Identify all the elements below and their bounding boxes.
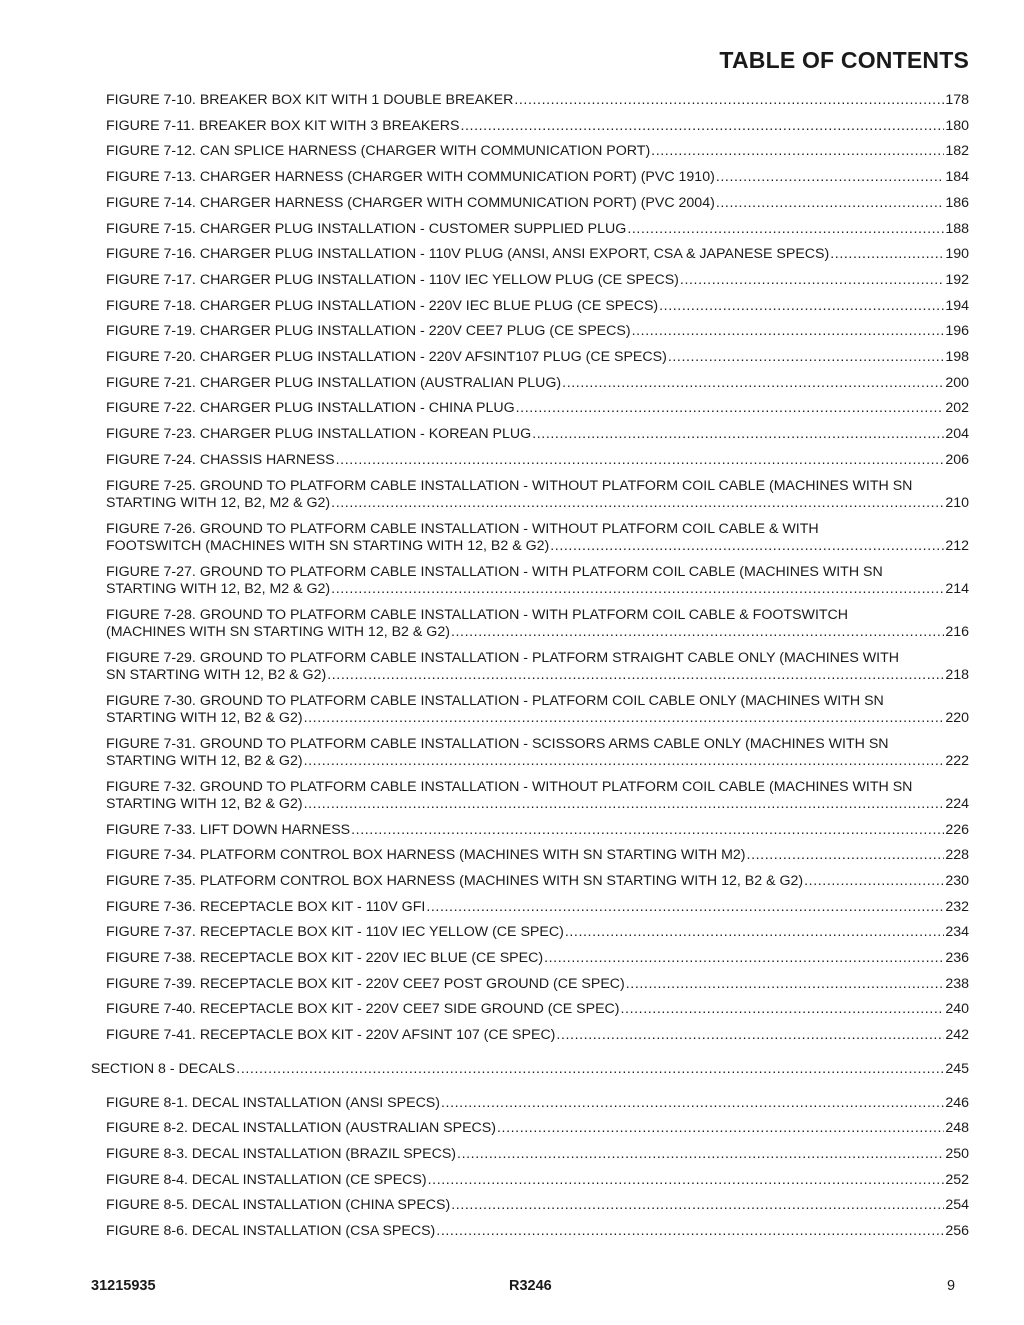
toc-entry-page: 230 [945, 872, 969, 889]
toc-figure-entry[interactable] [106, 400, 969, 417]
toc-entry-page: 246 [945, 1094, 969, 1111]
toc-entry-row [106, 624, 969, 641]
toc-entry-row [106, 323, 969, 340]
toc-entry-row [106, 92, 969, 109]
toc-entry-title: FIGURE 7-23. CHARGER PLUG INSTALLATION - KOREAN PLUG [106, 426, 532, 443]
toc-entry-title: STARTING WITH 12, B2 & G2) [106, 709, 303, 726]
toc-entry-title: FIGURE 7-16. CHARGER PLUG INSTALLATION - 110V PLUG (ANSI, ANSI EXPORT, CSA & JAPANESE SPECS) [106, 246, 830, 263]
toc-figure-entry[interactable] [106, 1223, 969, 1240]
dot-leader [716, 195, 945, 212]
toc-entry-page: 198 [945, 349, 969, 365]
dot-leader [331, 581, 944, 598]
toc-figure-entry[interactable] [106, 873, 969, 890]
dot-leader [562, 375, 944, 392]
toc-entry-row [106, 400, 969, 417]
dot-leader [457, 1146, 944, 1163]
toc-entry-page: 188 [945, 220, 969, 237]
toc-entry-page: 180 [945, 117, 969, 134]
toc-entry-page: 218 [945, 666, 969, 683]
footer-revision: R3246 [509, 1278, 552, 1294]
dot-leader [659, 298, 944, 315]
toc-figure-entry[interactable] [106, 1027, 969, 1044]
toc-entry-title: FIGURE 7-20. CHARGER PLUG INSTALLATION - 220V AFSINT107 PLUG (CE SPECS) [106, 349, 667, 365]
toc-entry-row [91, 1061, 969, 1078]
page-title: TABLE OF CONTENTS [719, 47, 969, 73]
dot-leader [304, 710, 945, 727]
toc-entry-row [106, 375, 969, 392]
toc-entry-page: 216 [945, 623, 969, 640]
toc-entry-row [106, 950, 969, 967]
dot-leader [336, 452, 945, 469]
toc-entry-page: 212 [945, 537, 969, 554]
toc-entry-row [106, 1001, 969, 1018]
dot-leader [532, 426, 944, 443]
toc-entry-row [106, 924, 969, 941]
toc-entry-title: FIGURE 8-3. DECAL INSTALLATION (BRAZIL SPECS) [106, 1145, 457, 1162]
dot-leader [621, 1001, 945, 1018]
toc-entry-title: FIGURE 7-18. CHARGER PLUG INSTALLATION - 220V IEC BLUE PLUG (CE SPECS) [106, 297, 659, 314]
toc-figure-entry[interactable] [106, 1120, 969, 1137]
dot-leader [331, 495, 944, 512]
toc-figure-entry[interactable] [106, 693, 969, 727]
toc-entry-row [106, 426, 969, 443]
toc-entry-row [106, 976, 969, 993]
toc-entry-page: 192 [945, 271, 969, 288]
toc-entry-row [106, 847, 969, 864]
toc-figure-entry[interactable] [106, 899, 969, 916]
dot-leader [668, 349, 945, 366]
dot-leader [747, 847, 945, 864]
toc-figure-entry[interactable] [106, 847, 969, 864]
toc-section-entry[interactable] [91, 1061, 969, 1078]
dot-leader [441, 1095, 944, 1112]
toc-entry-title: FIGURE 7-21. CHARGER PLUG INSTALLATION (AUSTRALIAN PLUG) [106, 374, 562, 391]
toc-entry-row [106, 452, 969, 469]
toc-entry-page: 194 [945, 297, 969, 314]
toc-figure-entry[interactable] [106, 349, 969, 366]
dot-leader [327, 667, 944, 684]
toc-entry-page: 250 [945, 1145, 969, 1162]
toc-entry-row [106, 710, 969, 727]
toc-entry-title: FIGURE 7-22. CHARGER PLUG INSTALLATION - CHINA PLUG [106, 400, 515, 417]
toc-entry-title: FIGURE 7-15. CHARGER PLUG INSTALLATION - CUSTOMER SUPPLIED PLUG [106, 220, 627, 237]
dot-leader [436, 1223, 944, 1240]
toc-entry-title: FIGURE 7-19. CHARGER PLUG INSTALLATION - 220V CEE7 PLUG (CE SPECS) [106, 323, 631, 340]
dot-leader [451, 624, 944, 641]
dot-leader [460, 118, 944, 135]
toc-entry-row [106, 753, 969, 770]
toc-entry-row [106, 272, 969, 289]
dot-leader [556, 1027, 944, 1044]
toc-entry-title: FIGURE 7-13. CHARGER HARNESS (CHARGER WITH COMMUNICATION PORT) (PVC 1910) [106, 169, 715, 186]
toc-figure-entry[interactable] [106, 1001, 969, 1018]
toc-entry-title-line: FIGURE 7-30. GROUND TO PLATFORM CABLE INSTALLATION - PLATFORM COIL CABLE ONLY (MACHINES WITH SN [106, 692, 884, 709]
toc-figure-entry[interactable] [106, 118, 969, 135]
toc-entry-page: 242 [945, 1027, 969, 1044]
toc-figure-entry[interactable] [106, 143, 969, 160]
toc-entry-page: 228 [945, 847, 969, 864]
toc-figure-entry[interactable] [106, 779, 969, 813]
toc-entry-title: STARTING WITH 12, B2 & G2) [106, 752, 303, 769]
toc-entry-row [106, 195, 969, 212]
toc-entry-title: SECTION 8 - DECALS [91, 1060, 236, 1077]
toc-figure-entry[interactable] [106, 822, 969, 839]
toc-entry-page: 206 [945, 451, 969, 468]
toc-entry-title-line: FIGURE 7-26. GROUND TO PLATFORM CABLE INSTALLATION - WITHOUT PLATFORM COIL CABLE & WITH [106, 520, 819, 537]
toc-figure-entry[interactable] [106, 452, 969, 469]
dot-leader [428, 1172, 945, 1189]
toc-figure-entry[interactable] [106, 1146, 969, 1163]
toc-entry-title-line: FIGURE 7-27. GROUND TO PLATFORM CABLE INSTALLATION - WITH PLATFORM COIL CABLE (MACHINES WITH SN [106, 563, 883, 580]
toc-entry-title-line: FIGURE 7-25. GROUND TO PLATFORM CABLE INSTALLATION - WITHOUT PLATFORM COIL CABLE (MACHINES WITH SN [106, 477, 913, 494]
toc-figure-entry[interactable] [106, 272, 969, 289]
toc-entry-row [106, 495, 969, 512]
toc-figure-entry[interactable] [106, 221, 969, 238]
dot-leader [351, 822, 944, 839]
toc-entry-page: 196 [945, 323, 969, 340]
toc-entry-row [106, 298, 969, 315]
toc-figure-entry[interactable] [106, 478, 969, 512]
dot-leader [236, 1061, 944, 1078]
toc-figure-entry[interactable] [106, 607, 969, 641]
toc-entry-row [106, 1197, 969, 1214]
toc-figure-entry[interactable] [106, 950, 969, 967]
toc-entry-title: STARTING WITH 12, B2, M2 & G2) [106, 494, 331, 511]
toc-figure-entry[interactable] [106, 1095, 969, 1112]
toc-entry-page: 190 [945, 246, 969, 263]
toc-figure-entry[interactable] [106, 375, 969, 392]
toc-figure-entry[interactable] [106, 169, 969, 186]
toc-figure-entry[interactable] [106, 323, 969, 340]
dot-leader [830, 246, 944, 263]
toc-entry-page: 210 [945, 494, 969, 511]
toc-entry-title: FIGURE 7-39. RECEPTACLE BOX KIT - 220V CEE7 POST GROUND (CE SPEC) [106, 975, 625, 992]
toc-entry-page: 256 [945, 1223, 969, 1239]
toc-entry-title: FIGURE 7-37. RECEPTACLE BOX KIT - 110V IEC YELLOW (CE SPEC) [106, 924, 564, 941]
toc-entry-page: 214 [945, 580, 969, 597]
toc-entry-title: FIGURE 7-14. CHARGER HARNESS (CHARGER WITH COMMUNICATION PORT) (PVC 2004) [106, 194, 715, 211]
toc-entry-title: FOOTSWITCH (MACHINES WITH SN STARTING WITH 12, B2 & G2) [106, 537, 550, 554]
toc-entry-page: 248 [945, 1120, 969, 1137]
toc-entry-page: 220 [945, 709, 969, 726]
toc-entry-row [106, 349, 969, 366]
toc-figure-entry[interactable] [106, 92, 969, 109]
toc-figure-entry[interactable] [106, 976, 969, 993]
toc-entry-title: FIGURE 7-40. RECEPTACLE BOX KIT - 220V CEE7 SIDE GROUND (CE SPEC) [106, 1001, 620, 1018]
toc-entry-title: FIGURE 7-24. CHASSIS HARNESS [106, 451, 335, 468]
toc-entry-page: 252 [945, 1171, 969, 1188]
toc-figure-entry[interactable] [106, 426, 969, 443]
toc-figure-entry[interactable] [106, 298, 969, 315]
toc-entry-title: FIGURE 7-41. RECEPTACLE BOX KIT - 220V AFSINT 107 (CE SPEC) [106, 1027, 556, 1044]
dot-leader [627, 221, 944, 238]
toc-entry-title: STARTING WITH 12, B2, M2 & G2) [106, 580, 331, 597]
toc-entry-title-line: FIGURE 7-29. GROUND TO PLATFORM CABLE INSTALLATION - PLATFORM STRAIGHT CABLE ONLY (MACHINES WITH [106, 649, 900, 666]
dot-leader [514, 92, 944, 109]
toc-entry-row [106, 1146, 969, 1163]
dot-leader [516, 400, 945, 417]
dot-leader [550, 538, 944, 555]
toc-entry-title: STARTING WITH 12, B2 & G2) [106, 795, 303, 812]
toc-entry-row [106, 1172, 969, 1189]
toc-figure-entry[interactable] [106, 1197, 969, 1214]
toc-entry-row [106, 246, 969, 263]
toc-entry-page: 238 [945, 975, 969, 992]
toc-entry-title: FIGURE 8-6. DECAL INSTALLATION (CSA SPECS) [106, 1223, 436, 1239]
toc-entry-title: FIGURE 7-17. CHARGER PLUG INSTALLATION - 110V IEC YELLOW PLUG (CE SPECS) [106, 271, 679, 288]
dot-leader [680, 272, 944, 289]
toc-entry-page: 222 [945, 752, 969, 769]
toc-entry-row [106, 1120, 969, 1137]
toc-entry-title: FIGURE 7-10. BREAKER BOX KIT WITH 1 DOUBLE BREAKER [106, 92, 514, 108]
dot-leader [804, 873, 944, 890]
dot-leader [716, 169, 945, 186]
toc-entry-title: FIGURE 7-12. CAN SPLICE HARNESS (CHARGER WITH COMMUNICATION PORT) [106, 143, 651, 160]
toc-entry-title: FIGURE 8-4. DECAL INSTALLATION (CE SPECS) [106, 1171, 427, 1188]
dot-leader [451, 1197, 944, 1214]
dot-leader [304, 753, 945, 770]
dot-leader [565, 924, 945, 941]
dot-leader [544, 950, 944, 967]
toc-entry-page: 226 [945, 821, 969, 838]
dot-leader [651, 143, 944, 160]
toc-entry-title: FIGURE 7-11. BREAKER BOX KIT WITH 3 BREAKERS [106, 117, 460, 134]
toc-entry-row [106, 1027, 969, 1044]
dot-leader [497, 1120, 944, 1137]
toc-figure-entry[interactable] [106, 564, 969, 598]
toc-entry-page: 200 [945, 374, 969, 391]
toc-entry-row [106, 873, 969, 890]
toc-entry-title: FIGURE 7-34. PLATFORM CONTROL BOX HARNESS (MACHINES WITH SN STARTING WITH M2) [106, 847, 746, 864]
toc-entry-title: FIGURE 8-1. DECAL INSTALLATION (ANSI SPECS) [106, 1094, 440, 1111]
toc-entry-title: FIGURE 7-36. RECEPTACLE BOX KIT - 110V GFI [106, 898, 426, 915]
toc-figure-entry[interactable] [106, 1172, 969, 1189]
toc-entry-page: 202 [945, 400, 969, 417]
toc-figure-entry[interactable] [106, 924, 969, 941]
toc-entry-row [106, 667, 969, 684]
toc-entry-row [106, 118, 969, 135]
toc-entry-row [106, 1223, 969, 1240]
toc-entry-title: SN STARTING WITH 12, B2 & G2) [106, 666, 327, 683]
dot-leader [426, 899, 944, 916]
toc-entry-row [106, 169, 969, 186]
toc-entry-title: (MACHINES WITH SN STARTING WITH 12, B2 & G2) [106, 623, 450, 640]
toc-entry-title: FIGURE 8-5. DECAL INSTALLATION (CHINA SPECS) [106, 1197, 451, 1214]
dot-leader [632, 323, 945, 340]
toc-entry-title: FIGURE 7-33. LIFT DOWN HARNESS [106, 821, 351, 838]
toc-entry-row [106, 538, 969, 555]
toc-figure-entry[interactable] [106, 736, 969, 770]
toc-entry-page: 186 [945, 194, 969, 211]
toc-entry-row [106, 796, 969, 813]
toc-entry-page: 234 [945, 924, 969, 941]
toc-entry-title: FIGURE 7-38. RECEPTACLE BOX KIT - 220V IEC BLUE (CE SPEC) [106, 950, 544, 966]
toc-figure-entry[interactable] [106, 521, 969, 555]
toc-figure-entry[interactable] [106, 246, 969, 263]
toc-entry-page: 182 [945, 143, 969, 160]
toc-entry-title-line: FIGURE 7-31. GROUND TO PLATFORM CABLE INSTALLATION - SCISSORS ARMS CABLE ONLY (MACHINES WITH SN [106, 735, 889, 752]
toc-entry-row [106, 1095, 969, 1112]
toc-entry-title-line: FIGURE 7-32. GROUND TO PLATFORM CABLE INSTALLATION - WITHOUT PLATFORM COIL CABLE (MACHINES WITH SN [106, 778, 913, 795]
toc-entry-row [106, 143, 969, 160]
toc-entry-row [106, 581, 969, 598]
dot-leader [626, 976, 945, 993]
footer-doc-number: 31215935 [91, 1278, 156, 1294]
toc-figure-entry[interactable] [106, 195, 969, 212]
toc-entry-title: FIGURE 7-35. PLATFORM CONTROL BOX HARNESS (MACHINES WITH SN STARTING WITH 12, B2 & G2) [106, 872, 804, 889]
toc-entry-title-line: FIGURE 7-28. GROUND TO PLATFORM CABLE INSTALLATION - WITH PLATFORM COIL CABLE & FOOTSWITCH [106, 606, 849, 623]
toc-entry-row [106, 899, 969, 916]
toc-entry-page: 240 [945, 1001, 969, 1018]
toc-entry-row [106, 221, 969, 238]
footer-page-number: 9 [947, 1278, 956, 1294]
dot-leader [304, 796, 945, 813]
toc-entry-page: 245 [945, 1060, 969, 1077]
toc-entry-page: 232 [945, 898, 969, 915]
toc-entry-page: 178 [945, 92, 969, 108]
toc-entry-page: 184 [945, 169, 969, 186]
toc-entry-row [106, 822, 969, 839]
toc-entry-page: 254 [945, 1197, 969, 1214]
toc-entry-page: 224 [945, 795, 969, 812]
toc-figure-entry[interactable] [106, 650, 969, 684]
toc-entry-page: 204 [945, 426, 969, 443]
toc-entry-page: 236 [945, 950, 969, 966]
toc-entry-title: FIGURE 8-2. DECAL INSTALLATION (AUSTRALIAN SPECS) [106, 1120, 496, 1137]
